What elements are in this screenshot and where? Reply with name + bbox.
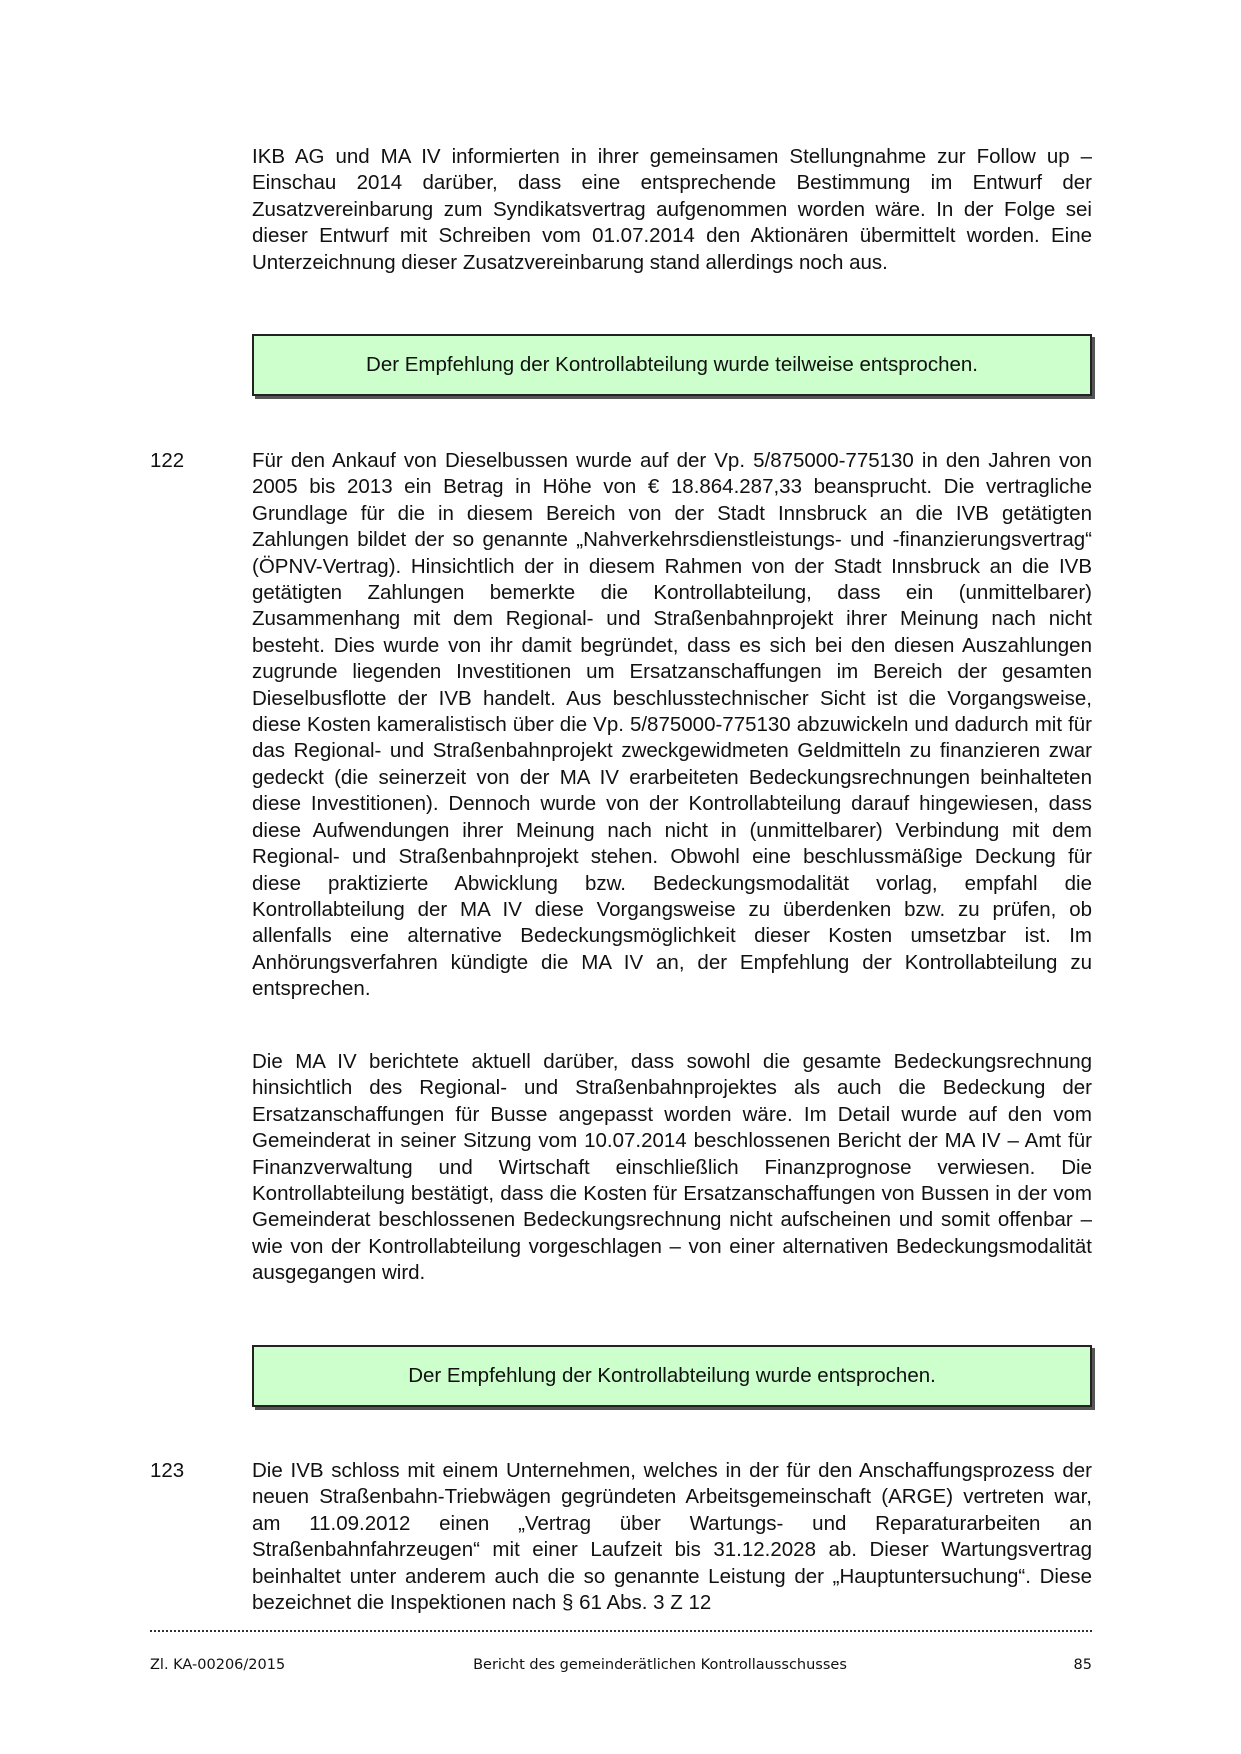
intro-paragraph: IKB AG und MA IV informierten in ihrer gemeinsamen Stellungnahme zur Follow up – Einschau 2014 darüber, dass eine entsprechende Bestimmung im Entwurf der Zusatzvereinbarung zum Syndikatsvertrag aufgenommen worden wäre. In der Folge sei dieser Entwurf mit Schreiben vom 01.07.2014 den Aktionären übermittelt worden. Eine Unterzeichnung dieser Zusatzvereinbarung stand allerdings noch aus. xyxy=(252,145,1092,274)
paragraph-122-followup: Die MA IV berichtete aktuell darüber, dass sowohl die gesamte Bedeckungsrechnung hinsichtlich des Regional- und Straßenbahnprojektes als auch die Bedeckung der Ersatzanschaffungen für Busse angepasst worden wäre. Im Detail wurde auf den vom Gemeinderat in seiner Sitzung vom 10.07.2014 beschlossenen Bericht der MA IV – Amt für Finanzverwaltung und Wirtschaft einschließlich Finanzprognose verwiesen. Die Kontrollabteilung bestätigt, dass die Kosten für Ersatzanschaffungen von Bussen in der vom Gemeinderat beschlossenen Bedeckungsrechnung nicht aufscheinen und somit offenbar – wie von der Kontrollabteilung vorgeschlagen – von einer alternativen Bedeckungsmodalität ausgegangen wird. xyxy=(252,1050,1092,1285)
footer-divider xyxy=(150,1630,1092,1632)
status-box-fulfilled: Der Empfehlung der Kontrollabteilung wurde entsprochen. xyxy=(252,1345,1092,1407)
status-box-partially-fulfilled: Der Empfehlung der Kontrollabteilung wurde teilweise entsprochen. xyxy=(252,334,1092,396)
footer-page-number: 85 xyxy=(1073,1657,1092,1673)
paragraph-number-122: 122 xyxy=(150,449,185,472)
paragraph-number-123: 123 xyxy=(150,1459,185,1482)
footer-report-title: Bericht des gemeinderätlichen Kontrollausschusses xyxy=(473,1657,847,1673)
paragraph-123-text: Die IVB schloss mit einem Unternehmen, welches in der für den Anschaffungsprozess der neuen Straßenbahn-Triebwägen gegründeten Arbeitsgemeinschaft (ARGE) vertreten war, am 11.09.2012 einen „Vertrag über Wartungs- und Reparaturarbeiten an Straßenbahnfahrzeugen“ mit einer Laufzeit bis 31.12.2028 ab. Dieser Wartungsvertrag beinhaltet unter anderem auch die so genannte Leistung der „Hauptuntersuchung“. Diese bezeichnet die Inspektionen nach § 61 Abs. 3 Z 12 xyxy=(252,1459,1092,1615)
footer-reference: Zl. KA-00206/2015 xyxy=(150,1657,286,1673)
paragraph-122-text: Für den Ankauf von Dieselbussen wurde auf der Vp. 5/875000-775130 in den Jahren von 2005 bis 2013 ein Betrag in Höhe von € 18.864.287,33 beansprucht. Die vertragliche Grundlage für die in diesem Bereich von der Stadt Innsbruck an die IVB getätigten Zahlungen bildet der so genannte „Nahverkehrsdienstleistungs- und -finanzierungsvertrag“ (ÖPNV-Vertrag). Hinsichtlich der in diesem Rahmen von der Stadt Innsbruck an die IVB getätigten Zahlungen bemerkte die Kontrollabteilung, dass ein (unmittelbarer) Zusammenhang mit dem Regional- und Straßenbahnprojekt ihrer Meinung nach nicht besteht. Dies wurde von ihr damit begründet, dass es sich bei den diesen Auszahlungen zugrunde liegenden Investitionen um Ersatzanschaffungen im Bereich der gesamten Dieselbusflotte der IVB handelt. Aus beschlusstechnischer Sicht ist die Vorgangsweise, diese Kosten kameralistisch über die Vp. 5/875000-775130 abzuwickeln und dadurch mit für das Regional- und Straßenbahnprojekt zweckgewidmeten Geldmitteln zu finanzieren zwar gedeckt (die seinerzeit von der MA IV erarbeiteten Bedeckungsrechnungen beinhalteten diese Investitionen). Dennoch wurde von der Kontrollabteilung darauf hingewiesen, dass diese Aufwendungen ihrer Meinung nach nicht in (unmittelbarer) Verbindung mit dem Regional- und Straßenbahnprojekt stehen. Obwohl eine beschlussmäßige Deckung für diese praktizierte Abwicklung bzw. Bedeckungsmodalität vorlag, empfahl die Kontrollabteilung der MA IV diese Vorgangsweise zu überdenken bzw. zu prüfen, ob allenfalls eine alternative Bedeckungsmöglichkeit dieser Kosten umsetzbar ist. Im Anhörungsverfahren kündigte die MA IV an, der Empfehlung der Kontrollabteilung zu entsprechen. xyxy=(252,449,1092,1001)
